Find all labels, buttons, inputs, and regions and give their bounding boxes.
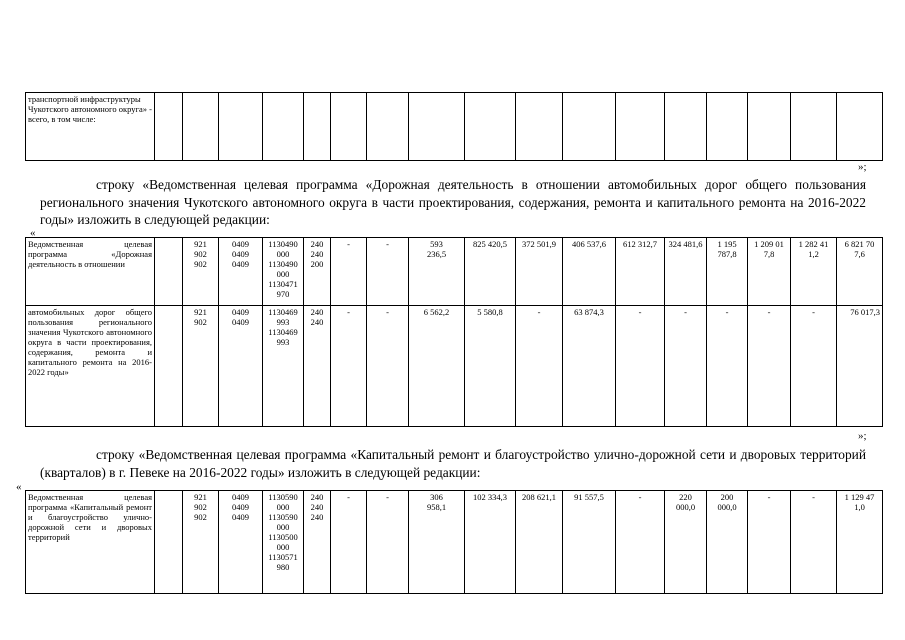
cell-vr: 240 240 200 [304, 238, 331, 306]
cell-value: 200 000,0 [707, 491, 748, 594]
cell-empty [465, 93, 516, 161]
cell-value: 76 017,3 [837, 306, 883, 427]
cell-value: - [367, 306, 409, 427]
cell-grbs: 921 902 902 [183, 491, 219, 594]
cell-empty [367, 93, 409, 161]
closing-quote: »; [858, 430, 867, 442]
cell-csr: 1130590 000 1130590 000 1130500 000 1130571 980 [263, 491, 304, 594]
cell-csr: 1130469 993 1130469 993 [263, 306, 304, 427]
cell-empty [748, 93, 791, 161]
cell-empty [516, 93, 563, 161]
cell-grbs: 921 902 902 [183, 238, 219, 306]
table-row [26, 491, 883, 594]
cell-value: 220 000,0 [665, 491, 707, 594]
cell-value: 6 562,2 [409, 306, 465, 427]
cell-empty [563, 93, 616, 161]
amendment-paragraph: строку «Ведомственная целевая программа «Дорожная деятельность в отношении автомобильных дорог общего пользования регионального значения Чукотского автономного округа в части проектирования, содержания, ремонта и капитального ремонта на 2016-2022 годы» изложить в следующей редакции: [40, 177, 866, 227]
cell-value: - [516, 306, 563, 427]
cell-value: 593 236,5 [409, 238, 465, 306]
cell-empty [665, 93, 707, 161]
cell-vr: 240 240 [304, 306, 331, 427]
cell-vr: 240 240 240 [304, 491, 331, 594]
cell-empty [263, 93, 304, 161]
cell-empty [409, 93, 465, 161]
cell-empty [791, 93, 837, 161]
cell-empty [155, 93, 183, 161]
cell-value: 324 481,6 [665, 238, 707, 306]
cell-value: 91 557,5 [563, 491, 616, 594]
cell-value: 406 537,6 [563, 238, 616, 306]
cell-value: - [331, 491, 367, 594]
cell-value: - [791, 491, 837, 594]
cell-value: - [791, 306, 837, 427]
amendment-paragraph: строку «Ведомственная целевая программа «Капитальный ремонт и благоустройство улично-дорожной сети и дворовых территорий (кварталов) в г. Певеке на 2016-2022 годы» изложить в следующей редакции: [40, 447, 866, 480]
cell-razdel: 0409 0409 [219, 306, 263, 427]
cell-value: - [367, 238, 409, 306]
cell-razdel: 0409 0409 0409 [219, 491, 263, 594]
cell-empty [304, 93, 331, 161]
row-name: Ведомственная целевая программа «Дорожная деятельность в отношении [26, 238, 155, 306]
cell-csr: 1130490 000 1130490 000 1130471 970 [263, 238, 304, 306]
cell-empty [155, 306, 183, 427]
cell-empty [155, 238, 183, 306]
cell-value: - [331, 238, 367, 306]
cell-value: - [616, 306, 665, 427]
cell-value: - [748, 491, 791, 594]
cell-value: 306 958,1 [409, 491, 465, 594]
cell-value: 5 580,8 [465, 306, 516, 427]
opening-quote: « [16, 481, 22, 493]
table-1 [25, 92, 883, 161]
cell-empty [219, 93, 263, 161]
cell-grbs: 921 902 [183, 306, 219, 427]
row-name: автомобильных дорог общего пользования регионального значения Чукотского автономного округа в части проектирования, содержания, ремонта и капитального ремонта на 2016-2022 годы» [26, 306, 155, 427]
cell-value: 825 420,5 [465, 238, 516, 306]
table-row [26, 238, 883, 306]
cell-razdel: 0409 0409 0409 [219, 238, 263, 306]
opening-quote: « [30, 227, 36, 239]
cell-value: 63 874,3 [563, 306, 616, 427]
row-name: транспортной инфраструктуры Чукотского автономного округа» - всего, в том числе: [26, 93, 155, 161]
cell-empty [837, 93, 883, 161]
cell-empty [616, 93, 665, 161]
cell-value: 208 621,1 [516, 491, 563, 594]
cell-value: 1 282 41 1,2 [791, 238, 837, 306]
cell-value: - [665, 306, 707, 427]
cell-empty [331, 93, 367, 161]
cell-value: 1 129 47 1,0 [837, 491, 883, 594]
cell-value: 1 209 01 7,8 [748, 238, 791, 306]
cell-value: 372 501,9 [516, 238, 563, 306]
row-name: Ведомственная целевая программа «Капитальный ремонт и благоустройство улично-дорожной сети и дворовых территорий [26, 491, 155, 594]
cell-value: - [707, 306, 748, 427]
table-2 [25, 237, 883, 427]
cell-empty [707, 93, 748, 161]
cell-empty [183, 93, 219, 161]
cell-value: 1 195 787,8 [707, 238, 748, 306]
table-3 [25, 490, 883, 594]
closing-quote: »; [858, 161, 867, 173]
cell-value: - [331, 306, 367, 427]
cell-value: - [616, 491, 665, 594]
cell-value: - [367, 491, 409, 594]
cell-value: 102 334,3 [465, 491, 516, 594]
table-row [26, 306, 883, 427]
cell-value: 612 312,7 [616, 238, 665, 306]
cell-value: 6 821 70 7,6 [837, 238, 883, 306]
cell-empty [155, 491, 183, 594]
table-row [26, 93, 883, 161]
cell-value: - [748, 306, 791, 427]
